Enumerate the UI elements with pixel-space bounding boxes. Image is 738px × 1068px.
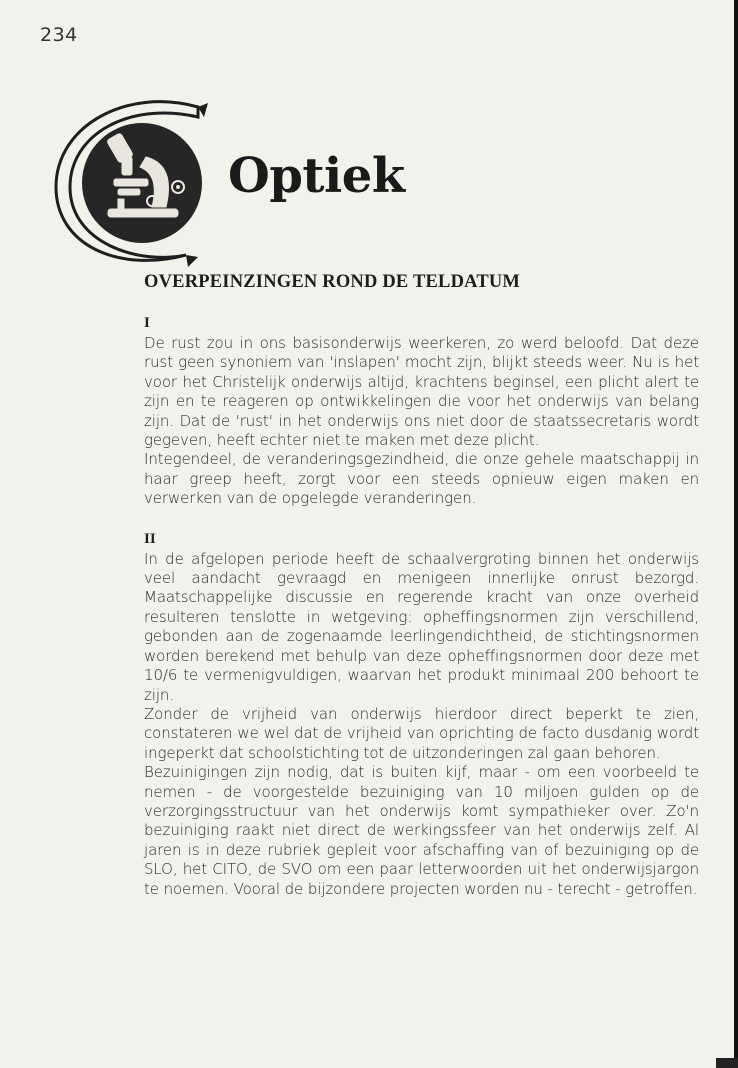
paragraph: De rust zou in ons basisonderwijs weerkeren, zo werd beloofd. Dat deze rust geen synoniem van 'inslapen' mocht zijn, blijkt steeds weer. Nu is het voor het Christelijk onderwijs altijd, krachtens beginsel, een plicht alert te zijn en te reageren op ontwikkelingen die voor het onderwijs van belang zijn. Dat de 'rust' in het onderwijs ons niet door de staatssecretaris wordt gegeven, heeft echter niet te maken met deze plicht. bbox=[144, 334, 699, 450]
microscope-icon bbox=[48, 95, 218, 270]
page-corner bbox=[716, 1058, 738, 1068]
article bbox=[144, 272, 699, 921]
paragraph: Bezuinigingen zijn nodig, dat is buiten kijf, maar - om een voorbeeld te nemen - de voorgestelde bezuiniging van 10 miljoen gulden op de verzorgingsstructuur van het onderwijs komt sympathieker over. Zo'n bezuiniging raakt niet direct de werkingssfeer van het onderwijs zelf. Al jaren is in deze rubriek gepleit voor afschaffing van of bezuiniging op de SLO, het CITO, de SVO om een paar letterwoorden uit het onderwijsjargon te noemen. Vooral de bijzondere projecten worden nu - terecht - getroffen. bbox=[144, 763, 699, 898]
section-1 bbox=[144, 315, 699, 509]
column-title: Optiek bbox=[228, 148, 405, 204]
paragraph: In de afgelopen periode heeft de schaalvergroting binnen het onderwijs veel aandacht gevraagd en menigeen innerlijke onrust bezorgd. Maatschappelijke discussie en regerende kracht van onze overheid resulteren tenslotte in wetgeving: opheffingsnormen zijn verschillend, gebonden aan de zogenaamde leerlingendichtheid, de stichtingsnormen worden berekend met behulp van deze opheffingsnormen door deze met 10/6 te vermenigvuldigen, waarvan het produkt minimaal 200 behoort te zijn. bbox=[144, 549, 699, 704]
article-title: OVERPEINZINGEN ROND DE TELDATUM bbox=[144, 272, 521, 292]
section-number: I bbox=[144, 315, 150, 331]
optiek-logo bbox=[48, 95, 218, 270]
paragraph: Integendeel, de veranderingsgezindheid, die onze gehele maatschappij in haar greep heeft, zorgt voor een steeds opnieuw eigen maken en verwerken van de opgelegde veranderingen. bbox=[144, 450, 699, 508]
section-number: II bbox=[144, 530, 156, 547]
section-2 bbox=[144, 531, 699, 899]
page-edge bbox=[734, 0, 738, 1068]
page-number: 234 bbox=[40, 24, 78, 46]
paragraph: Zonder de vrijheid van onderwijs hierdoor direct beperkt te zien, constateren we wel dat de vrijheid van oprichting de facto dusdanig wordt ingeperkt dat schoolstichting tot de uitzonderingen zal gaan behoren. bbox=[144, 704, 699, 762]
